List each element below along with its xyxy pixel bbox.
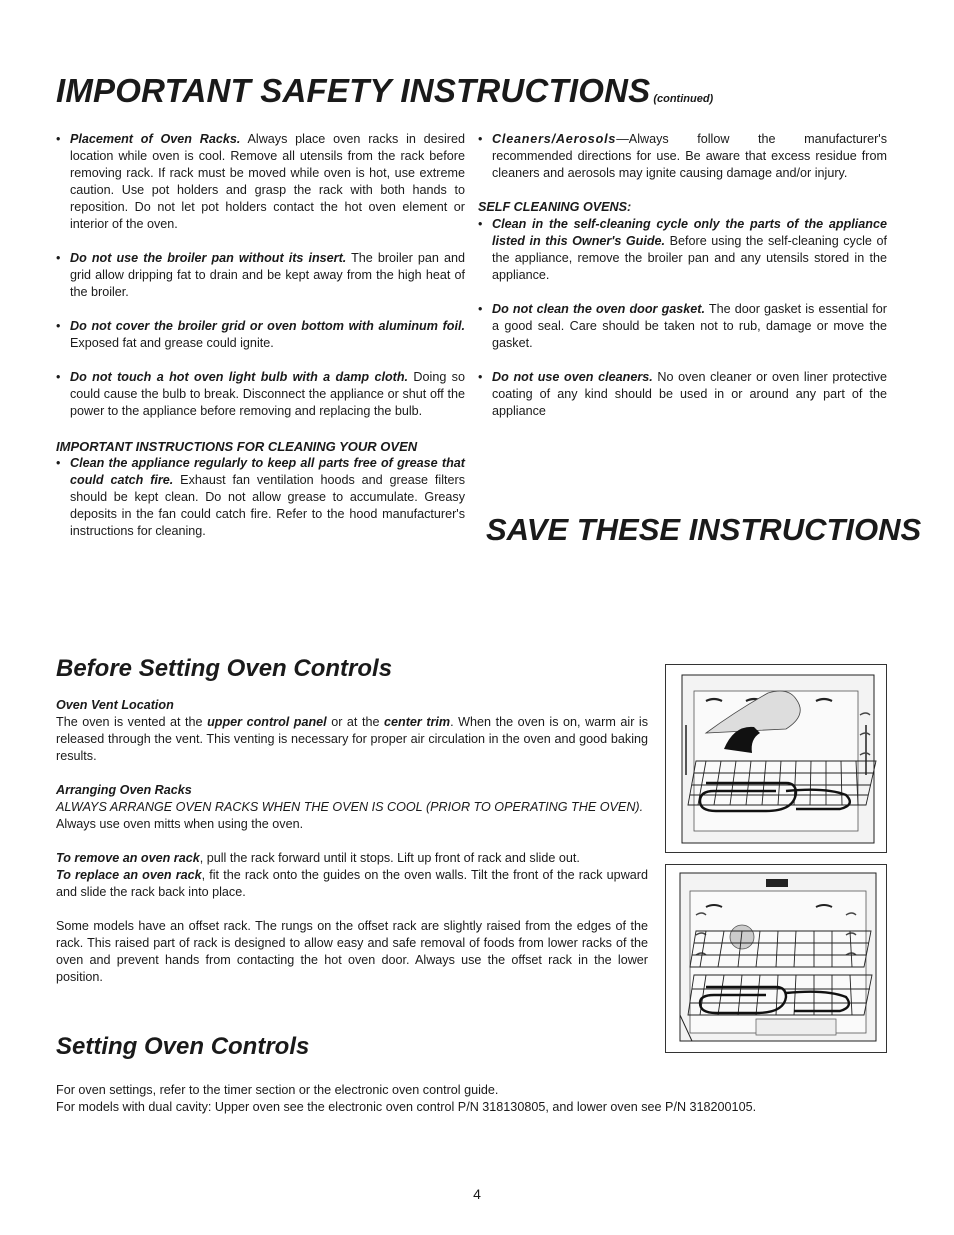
- oven-racks-illustration: [665, 864, 887, 1053]
- setting-controls-body: [56, 1082, 896, 1116]
- oven-vent-text: The oven is vented at the upper control panel or at the center trim. When the oven is on, warm air is released through the vent. This venting is necessary for proper air circulation in the oven and good baking results.: [56, 715, 649, 763]
- bullet-oven-cleaners: • Do not use oven cleaners. No oven cleaner or oven liner protective coating of any kind should be used in or around any part of the appliance: [478, 369, 887, 420]
- arranging-racks-text: Always use oven mitts when using the oven.: [56, 817, 304, 831]
- bullet-self-cleaning-parts: • Clean in the self-cleaning cycle only the parts of the appliance listed in this Owner's Guide. Before using the self-cleaning cycle of the appliance, remove the broiler pan and any utensils stored in the appliance.: [478, 216, 887, 284]
- arranging-racks-heading: Arranging Oven Racks: [56, 783, 192, 797]
- before-setting-heading: Before Setting Oven Controls: [56, 655, 393, 682]
- setting-line-1: For oven settings, refer to the timer section or the electronic oven control guide.: [56, 1083, 499, 1097]
- bullet-cleaners-aerosols: • Cleaners/Aerosols—Always follow the manufacturer's recommended directions for use. Be aware that excess residue from cleaners and aerosols may ignite causing damage and/or injury.: [478, 131, 887, 182]
- bullet-placement-of-oven-racks: • Placement of Oven Racks. Always place oven racks in desired location while oven is cool. Remove all utensils from the rack before removing rack. If rack must be moved while oven is hot, use extreme caution. Use pot holders and grasp the rack with both hands to reposition. Do not let pot holders contact the hot oven element or interior of the oven.: [56, 131, 465, 233]
- left-column: [56, 131, 465, 540]
- bullet-door-gasket: • Do not clean the oven door gasket. The door gasket is essential for a good seal. Care should be taken not to rub, damage or move the gasket.: [478, 301, 887, 352]
- oven-vent-illustration: [665, 664, 887, 853]
- save-instructions-title: SAVE THESE INSTRUCTIONS: [486, 512, 922, 547]
- offset-rack-text: Some models have an offset rack. The rungs on the offset rack are slightly raised from the edges of the rack. This raised part of rack is designed to allow easy and safe removal of foods from lower racks of the oven and prevent hands from contacting the hot oven door. Always use the offset rack in the lower position.: [56, 919, 648, 984]
- remove-rack-text: To remove an oven rack, pull the rack forward until it stops. Lift up front of rack and slide out.: [56, 851, 580, 865]
- setting-controls-heading: Setting Oven Controls: [56, 1033, 310, 1060]
- bullet-broiler-pan-insert: • Do not use the broiler pan without its insert. The broiler pan and grid allow dripping fat to drain and be kept away from the high heat of the broiler.: [56, 250, 465, 301]
- continued-label: (continued): [653, 93, 714, 105]
- page-title: [56, 72, 713, 110]
- bullet-light-bulb: • Do not touch a hot oven light bulb with a damp cloth. Doing so could cause the bulb to break. Disconnect the appliance or shut off the power to the appliance before removing and replacing the bulb.: [56, 369, 465, 420]
- cleaning-heading: IMPORTANT INSTRUCTIONS FOR CLEANING YOUR OVEN: [56, 439, 418, 454]
- page-number: 4: [473, 1186, 481, 1202]
- right-column: [478, 131, 887, 420]
- bullet-clean-regularly: • Clean the appliance regularly to keep all parts free of grease that could catch fire. Exhaust fan ventilation hoods and grease filters should be kept clean. Do not allow grease to accumulate. Greasy deposits in the fan could catch fire. Refer to the hood manufacturer's instructions for cleaning.: [56, 455, 465, 540]
- arranging-racks-caps: ALWAYS ARRANGE OVEN RACKS WHEN THE OVEN IS COOL (PRIOR TO OPERATING THE OVEN).: [56, 800, 644, 814]
- oven-vent-heading: Oven Vent Location: [56, 698, 174, 712]
- before-setting-body: [56, 697, 648, 986]
- replace-rack-text: To replace an oven rack, fit the rack onto the guides on the oven walls. Tilt the front of the rack upward and slide the rack back into place.: [56, 868, 648, 899]
- page-title-text: IMPORTANT SAFETY INSTRUCTIONS: [56, 72, 651, 109]
- oven-vent-drawing: [666, 665, 886, 852]
- oven-racks-drawing: [666, 865, 886, 1052]
- setting-line-2: For models with dual cavity: Upper oven see the electronic oven control P/N 318130805, and lower oven see P/N 318200105.: [56, 1100, 757, 1114]
- self-cleaning-heading: SELF CLEANING OVENS:: [478, 200, 632, 214]
- bullet-aluminum-foil: • Do not cover the broiler grid or oven bottom with aluminum foil. Exposed fat and grease could ignite.: [56, 318, 465, 352]
